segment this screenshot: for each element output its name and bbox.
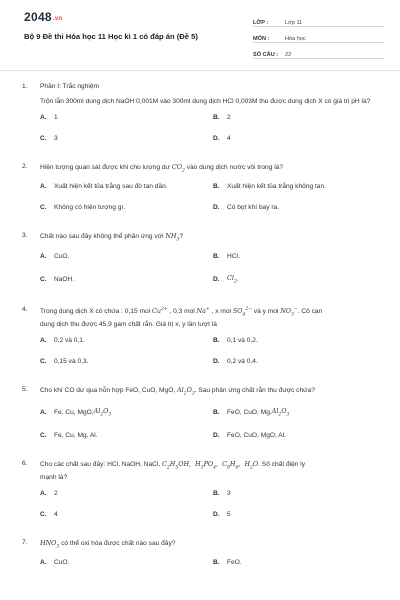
option-b[interactable]: B. 3 (213, 490, 231, 498)
site-logo[interactable] (24, 10, 62, 24)
options (40, 406, 378, 441)
question-number: 7. (22, 539, 28, 547)
option-d[interactable]: D. 5 (213, 511, 231, 519)
options (40, 182, 378, 213)
options (40, 558, 378, 568)
question-6 (0, 459, 400, 520)
divider (0, 70, 400, 71)
meta-value: 22 (285, 52, 292, 58)
options (40, 113, 378, 144)
option-a[interactable]: A. 1 (40, 114, 58, 121)
option-d[interactable]: D. FeO, CuO, MgO, Al. (213, 431, 286, 439)
question-number: 6. (22, 459, 28, 467)
option-a[interactable]: A. 2 (40, 490, 58, 498)
option-d[interactable]: D. 4 (213, 135, 231, 142)
question-2 (0, 162, 400, 213)
option-a[interactable]: A. Fe, Cu, MgO, $Al_2O_3$ (40, 406, 112, 417)
meta-value: Lớp 11 (285, 20, 303, 26)
option-a[interactable]: A. 0,2 và 0,1. (40, 337, 85, 345)
question-text: Chất nào sau đây không thể phản ứng với $NH_3$? (40, 232, 184, 243)
option-b[interactable]: B. HCl. (213, 252, 240, 260)
meta-key: MÔN : (253, 36, 270, 42)
logo-suffix: .vn (52, 16, 63, 22)
logo-text: 2048 (24, 10, 52, 24)
meta-key: LỚP : (253, 20, 269, 26)
question-number: 1. (22, 83, 28, 90)
meta-grade (253, 12, 385, 27)
question-number: 4. (22, 305, 28, 313)
option-c[interactable]: C. NaOH. (40, 275, 75, 283)
question-3 (0, 231, 400, 287)
meta-count (253, 44, 385, 59)
option-d[interactable]: D. 0,2 và 0,4. (213, 358, 258, 366)
option-a[interactable]: A. CuO. (40, 559, 70, 567)
meta-value: Hóa học (285, 36, 306, 42)
option-a[interactable]: A. Xuất hiện kết tủa trắng sau đó tan dần. (40, 183, 168, 191)
section-title: Phần I: Trắc nghiệm (40, 83, 100, 90)
meta-key: SỐ CÂU : (253, 52, 279, 58)
question-number: 3. (22, 232, 28, 240)
question-4 (0, 305, 400, 367)
question-text: Trong dung dịch X có chứa : 0,15 mol $Cu^{2+}$ , 0,3 mol Na+ , x mol $SO_4^{2-}$ và y mol $NO_3^-$. Cô cạn (40, 306, 323, 318)
question-number: 5. (22, 386, 28, 394)
option-a[interactable]: A. CuO. (40, 252, 70, 260)
option-c[interactable]: C. 4 (40, 511, 58, 519)
question-text-line2: dung dịch thu được 45,9 gam chất rắn. Giá trị x, y lần lượt là (40, 321, 217, 329)
option-b[interactable]: B. FeO. (213, 559, 242, 567)
options (40, 252, 378, 287)
header (0, 0, 400, 64)
question-text: Trộn lẫn 300ml dung dịch NaOH 0,001M vào 300ml dung dịch HCl 0,003M thu được dung dịch X có giá trị pH là? (40, 98, 371, 105)
question-text: Cho khí CO dư qua hỗn hợp FeO, CuO, MgO, $Al_2O_3$. Sau phản ứng chất rắn thu được chứa? (40, 386, 315, 397)
option-d[interactable]: D. $Cl_2$ . (213, 273, 239, 284)
question-text-line2: mạnh là? (40, 474, 68, 482)
meta-subject (253, 28, 385, 43)
option-c[interactable]: C. Không có hiện tượng gì. (40, 204, 126, 212)
option-b[interactable]: B. 2 (213, 114, 231, 121)
option-c[interactable]: C. 0,15 và 0,3. (40, 358, 89, 366)
option-c[interactable]: C. 3 (40, 135, 58, 142)
question-text: Hiện tượng quan sát được khi cho lượng dư $CO_2$ vào dung dịch nước vôi trong là? (40, 163, 284, 174)
question-7 (0, 538, 400, 568)
option-b[interactable]: B. FeO, CuO, Mg, $Al_2O_3$ (213, 406, 290, 417)
option-d[interactable]: D. Có bọt khí bay ra. (213, 204, 280, 212)
question-text: $HNO_3$ có thể oxi hóa được chất nào sau đây? (40, 539, 176, 550)
option-b[interactable]: B. 0,1 và 0,2. (213, 337, 258, 345)
question-list (0, 75, 400, 568)
options (40, 336, 378, 367)
question-1 (0, 82, 400, 144)
question-number: 2. (22, 163, 28, 170)
document-title: Bộ 9 Đề thi Hóa học 11 Học kì 1 có đáp án (Đề 5) (24, 32, 198, 41)
option-b[interactable]: B. Xuất hiện kết tủa trắng không tan. (213, 183, 326, 191)
question-5 (0, 385, 400, 441)
question-text: Cho các chất sau đây: HCl, NaOH, NaCl, $C_2H_5OH$, $H_3PO_4$, $C_6H_6$, $H_2O$. Số chất điện ly (40, 459, 306, 471)
options (40, 489, 378, 520)
option-c[interactable]: C. Fe, Cu, Mg, Al. (40, 431, 98, 439)
